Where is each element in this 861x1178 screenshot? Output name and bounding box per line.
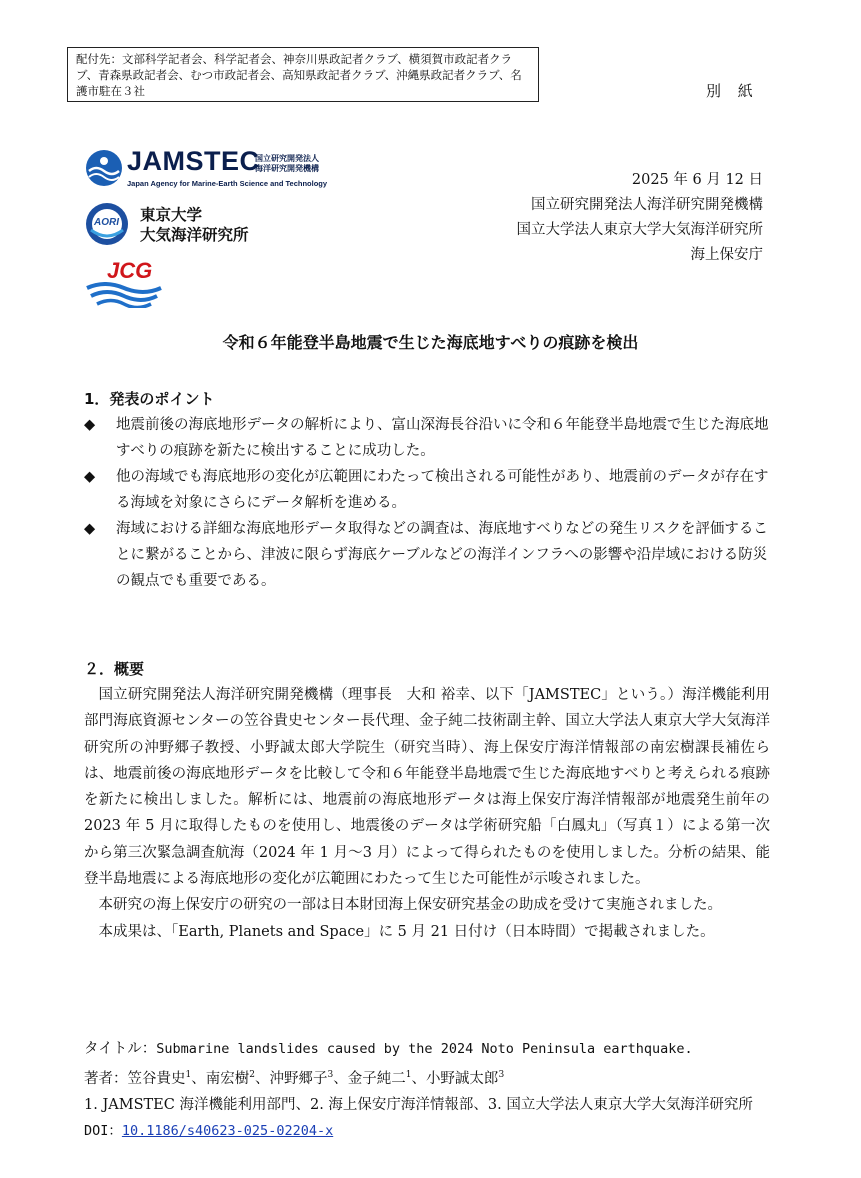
author-affiliation-number: 2 — [249, 1070, 255, 1080]
author: 小野誠太郎 — [425, 1070, 499, 1087]
page-title: 令和６年能登半島地震で生じた海底地すべりの痕跡を検出 — [222, 333, 639, 352]
bullet-diamond-icon: ◆ — [84, 521, 96, 537]
issuer-block — [517, 168, 764, 268]
author: 金子純二 — [347, 1070, 406, 1087]
list-item — [84, 464, 774, 516]
authors-label: 著者： — [84, 1070, 128, 1087]
list-item — [84, 516, 774, 594]
jamstec-emblem-icon — [85, 149, 123, 187]
authors-line: 著者：笠谷貴史$^1$、南宏樹$^2$、沖野郷子$^3$、金子純二$^1$、小野誠太郎$^3$ — [84, 1070, 505, 1087]
jamstec-logo — [85, 146, 345, 190]
jcg-wordmark: JCG — [107, 258, 153, 283]
aori-line1: 東京大学 — [140, 206, 203, 224]
aori-badge-text: AORI — [94, 217, 119, 228]
jcg-wave-icon — [85, 282, 163, 308]
overview-paragraph-2: 本研究の海上保安庁の研究の一部は日本財団海上保安研究基金の助成を受けて実施されました。 — [98, 897, 722, 914]
jcg-logo — [85, 258, 165, 308]
doi-label: DOI： — [84, 1122, 122, 1139]
bullet-text: 他の海域でも海底地形の変化が広範囲にわたって検出される可能性があり、地震前のデータが存在する海域を対象にさらにデータ解析を進める。 — [116, 469, 769, 511]
org-3: 海上保安庁 — [690, 247, 763, 263]
paper-title: Submarine landslides caused by the 2024 Noto Peninsula earthquake. — [156, 1041, 693, 1057]
paper-title-label: タイトル： — [84, 1041, 157, 1057]
jamstec-jp-line2: 海洋研究開発機構 — [255, 164, 319, 173]
paper-title-line — [84, 1036, 774, 1062]
author-affiliation-number: 3 — [498, 1070, 505, 1080]
bullet-diamond-icon: ◆ — [84, 417, 96, 433]
jamstec-jp-name — [255, 154, 319, 174]
attachment-label: 別 紙 — [706, 82, 759, 100]
org-2: 国立大学法人東京大学大気海洋研究所 — [516, 222, 763, 238]
jamstec-jp-line1: 国立研究開発法人 — [255, 154, 319, 163]
bullet-text: 地震前後の海底地形データの解析により、富山深海長谷沿いに令和６年能登半島地震で生じた海底地すべりの痕跡を新たに検出することに成功した。 — [116, 417, 769, 459]
aori-name — [140, 205, 249, 245]
author: 沖野郷子 — [269, 1070, 328, 1087]
doi-line — [84, 1118, 774, 1144]
overview-paragraph-3: 本成果は、「Earth, Planets and Space」に 5 月 21 日付け（日本時間）で掲載されました。 — [98, 923, 715, 940]
aori-line2: 大気海洋研究所 — [140, 226, 249, 244]
bullet-diamond-icon: ◆ — [84, 469, 96, 485]
key-points-list — [84, 412, 774, 594]
author: 南宏樹 — [205, 1070, 250, 1087]
section1-heading: 1．発表のポイント — [84, 390, 215, 408]
author-affiliation-number: 1 — [405, 1070, 412, 1080]
jamstec-en-name: Japan Agency for Marine-Earth Science and Technology — [127, 179, 328, 188]
doi-link[interactable]: 10.1186/s40623-025-02204-x — [121, 1122, 334, 1139]
release-date: 2025 年 6 月 12 日 — [631, 172, 763, 188]
author: 笠谷貴史 — [127, 1070, 186, 1087]
overview-body — [84, 682, 770, 945]
distribution-box: 配付先：文部科学記者会、科学記者会、神奈川県政記者クラブ、横須賀市政記者クラブ、青森県政記者会、むつ市政記者会、高知県政記者クラブ、沖縄県政記者クラブ、名護市駐在３社 — [67, 47, 539, 102]
author-affiliation-number: 1 — [185, 1070, 192, 1080]
overview-paragraph-1: 国立研究開発法人海洋研究開発機構（理事長 大和 裕幸、以下「JAMSTEC」という。）海洋機能利用部門海底資源センターの笠谷貴史センター長代理、金子純二技術副主幹、国立大学法人東京大学大気海洋研究所の沖野郷子教授、小野誠太郎大学院生（研究当時）、海上保安庁海洋情報部の南宏樹課長補佐らは、地震前後の海底地形データを比較して令和６年能登半島地震で生じた海底地すべりと考えられる痕跡を新たに検出しました。解析には、地震前の海底地形データは海上保安庁海洋情報部が地震発生前年の 2023 年 5 月に取得したものを使用し、地震後のデータは学術研究船「白鳳丸」（写真１）による第一次から第三次緊急調査航海（2024 年 1 月～3 月）によって得られたものを使用しました。分析の結果、能登半島地震による海底地形の変化が広範囲にわたって生じた可能性が示唆されました。 — [84, 687, 770, 888]
author-affiliation-number: 3 — [327, 1070, 334, 1080]
publication-info — [84, 1036, 774, 1144]
bullet-text: 海域における詳細な海底地形データ取得などの調査は、海底地すべりなどの発生リスクを評価することに繋がることから、津波に限らず海底ケーブルなどの海洋インフラへの影響や沿岸域における防災の観点でも重要である。 — [116, 521, 768, 589]
aori-logo — [85, 202, 285, 248]
section2-heading: ２．概要 — [84, 660, 145, 678]
org-1: 国立研究開発法人海洋研究開発機構 — [531, 197, 763, 213]
jamstec-wordmark: JAMSTEC — [127, 146, 260, 176]
affiliations: 1. JAMSTEC 海洋機能利用部門、2. 海上保安庁海洋情報部、3. 国立大学法人東京大学大気海洋研究所 — [84, 1096, 753, 1113]
list-item — [84, 412, 774, 464]
